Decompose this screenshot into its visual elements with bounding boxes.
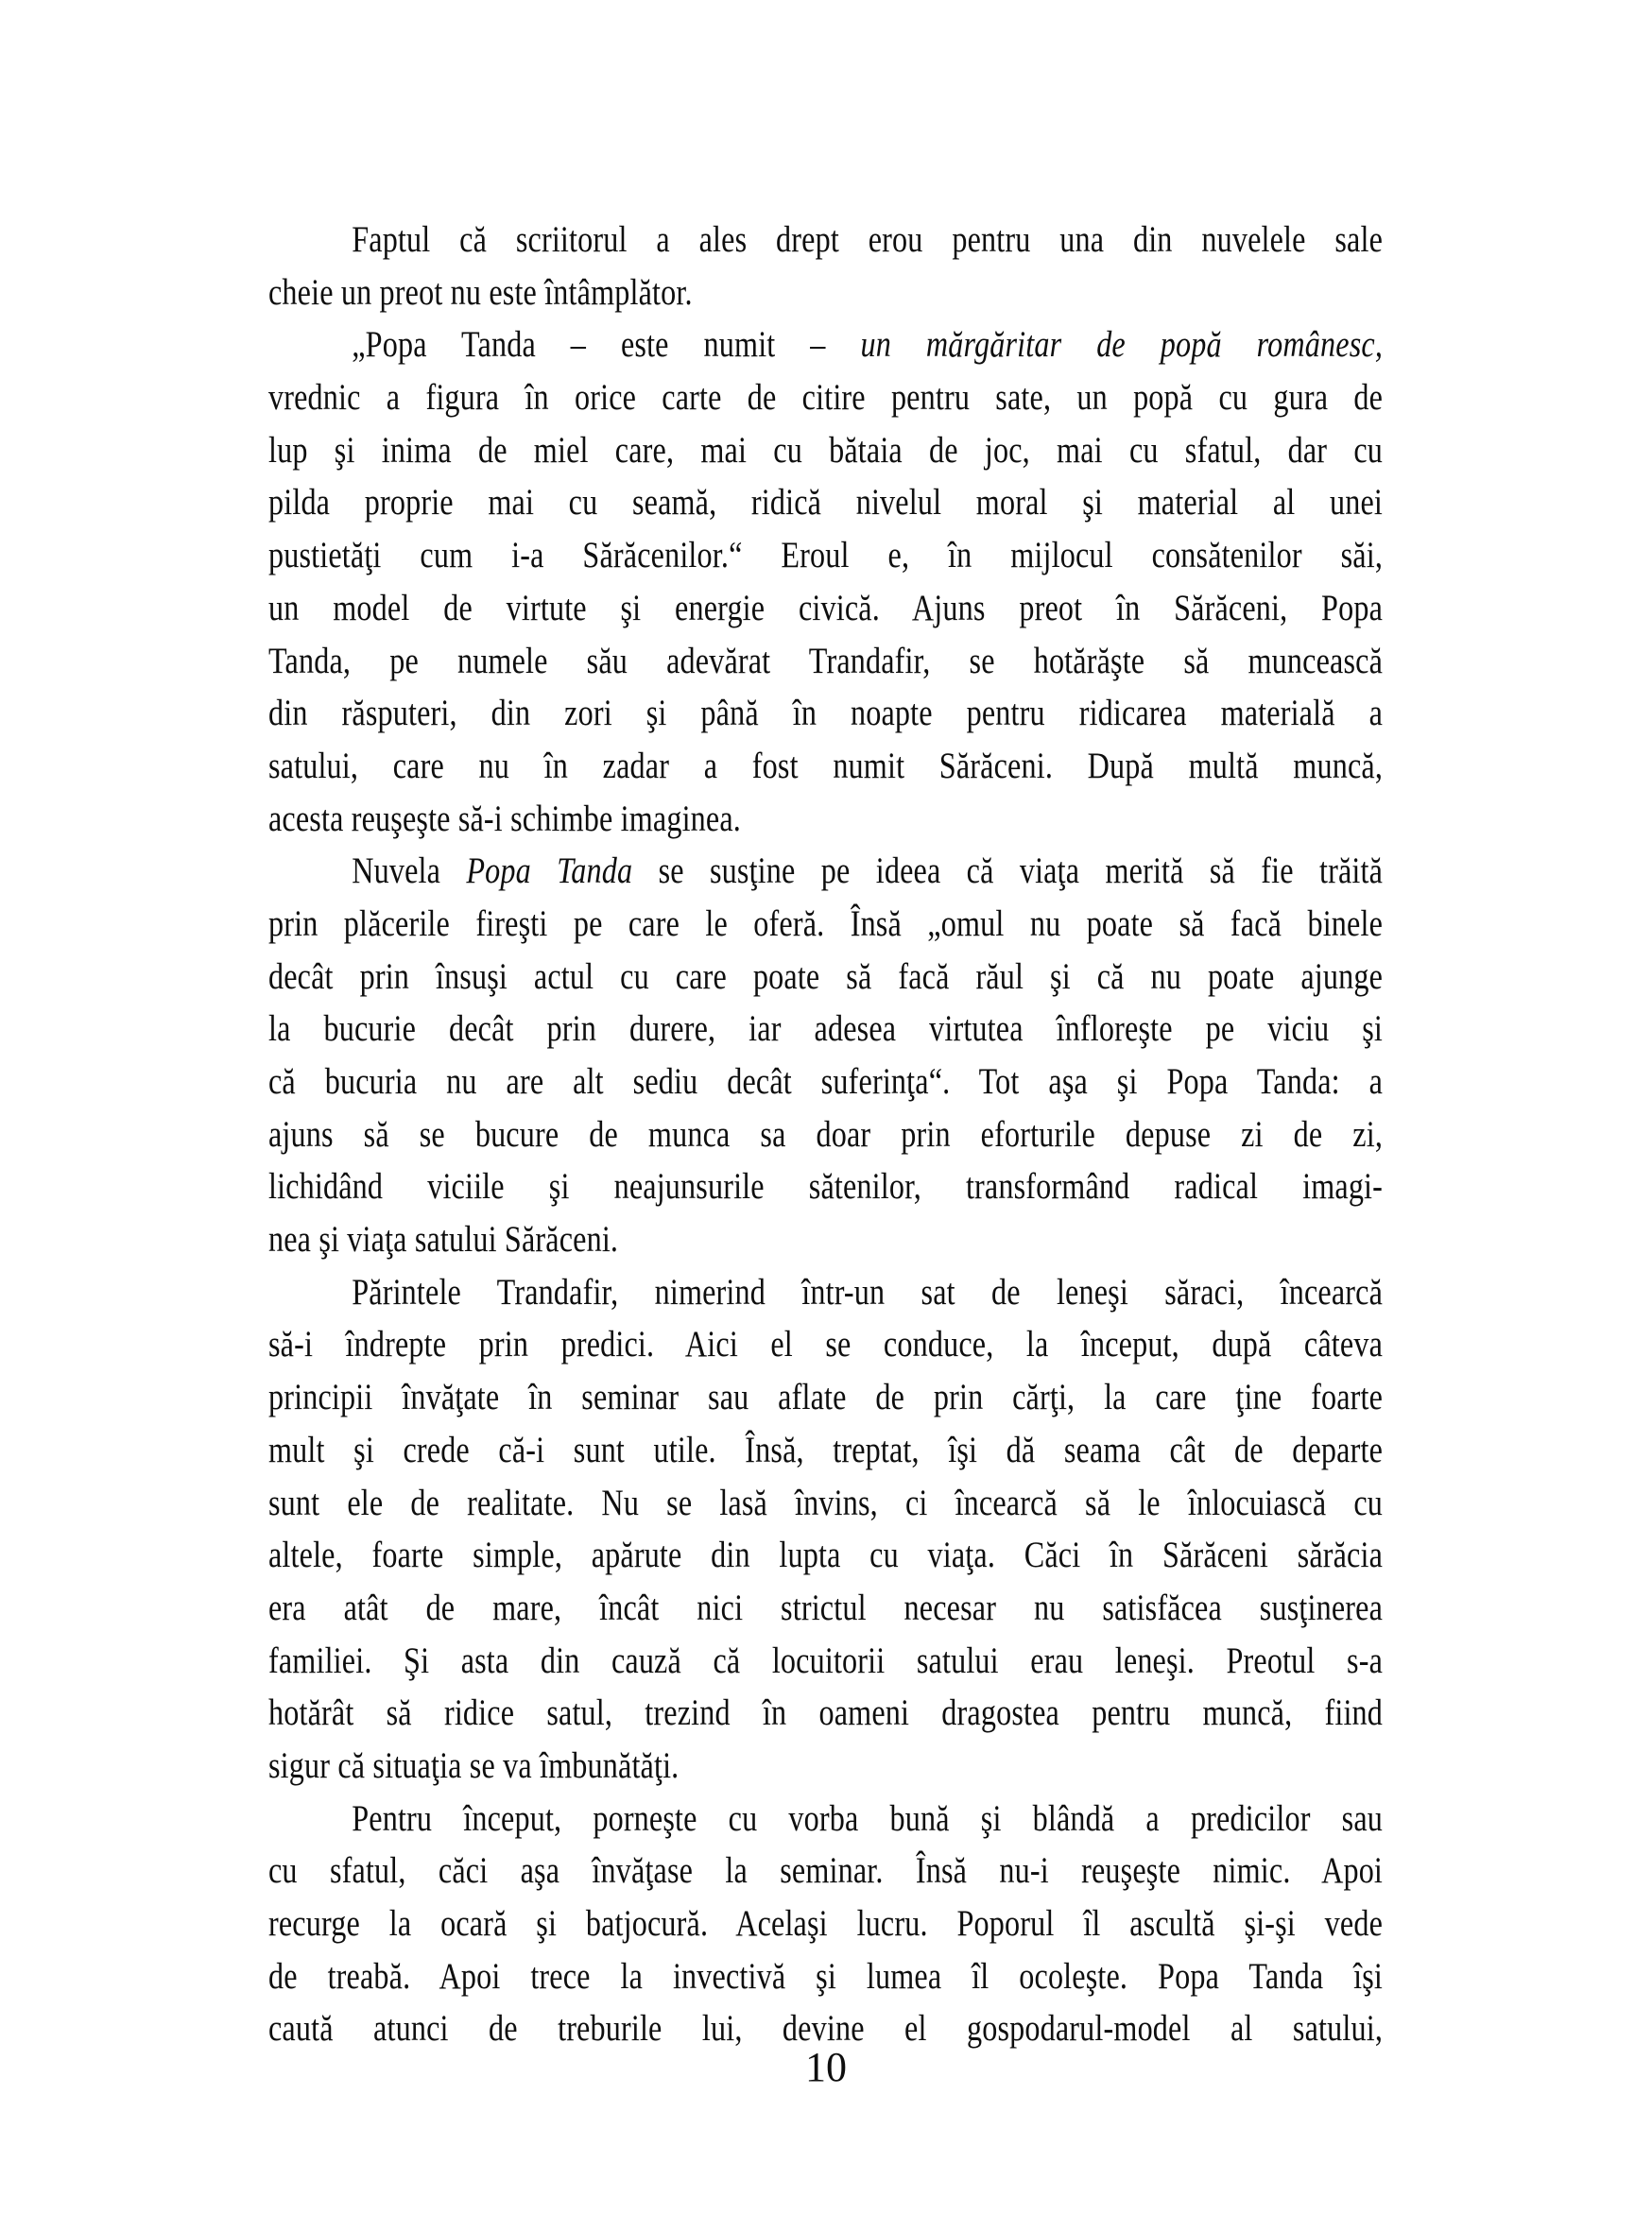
- text-line: [268, 1687, 1383, 1740]
- text-line: [268, 845, 1383, 898]
- text-line: [268, 1897, 1383, 1950]
- text-segment: prin plăcerile fireşti pe care le oferă. Însă „omul nu poate să facă binele: [268, 902, 1384, 944]
- text-segment: principii învăţate în seminar sau aflate de prin cărţi, la care ţine foarte: [268, 1377, 1384, 1418]
- text-line: [268, 1477, 1383, 1530]
- text-line: [268, 635, 1383, 688]
- text-line: [268, 1213, 1383, 1266]
- text-segment: altele, foarte simple, apărute din lupta cu viaţa. Căci în Sărăceni sărăcia: [268, 1535, 1384, 1576]
- text-segment: pustietăţi cum i-a Sărăcenilor.“ Eroul e, în mijlocul consătenilor săi,: [268, 535, 1384, 576]
- text-segment: satului, care nu în zadar a fost numit Sărăceni. După multă muncă,: [268, 745, 1384, 786]
- text-line: [268, 1635, 1383, 1688]
- text-segment: lichidând viciile şi neajunsurile sătenilor, transformând radical imagi-: [268, 1166, 1384, 1208]
- text-line: [268, 1318, 1383, 1371]
- text-segment: lup şi inima de miel care, mai cu bătaia de joc, mai cu sfatul, dar cu: [268, 429, 1384, 471]
- text-segment: că bucuria nu are alt sediu decât suferinţa“. Tot aşa şi Popa Tanda: a: [268, 1061, 1384, 1102]
- text-segment: familiei. Şi asta din cauză că locuitorii satului erau leneşi. Preotul s-a: [268, 1640, 1384, 1681]
- text-segment: „Popa Tanda – este numit –: [352, 324, 861, 366]
- text-line: [268, 898, 1383, 951]
- text-segment: cu sfatul, căci aşa învăţase la seminar. Însă nu-i reuşeşte nimic. Apoi: [268, 1850, 1384, 1892]
- text-block: [268, 214, 1383, 2055]
- text-line: [268, 582, 1383, 635]
- text-line: [268, 1160, 1383, 1213]
- text-segment: recurge la ocară şi batjocură. Acelaşi lucru. Poporul îl ascultă şi-şi vede: [268, 1903, 1384, 1944]
- text-line: [268, 424, 1383, 477]
- text-segment: Părintele Trandafir, nimerind într-un sat de leneşi săraci, încearcă: [352, 1271, 1384, 1313]
- text-segment: Pentru început, porneşte cu vorba bună şi blândă a predicilor sau: [352, 1797, 1384, 1839]
- text-line: [268, 318, 1383, 371]
- text-segment: mult şi crede că-i sunt utile. Însă, treptat, îşi dă seama cât de departe: [268, 1429, 1384, 1470]
- text-line: [268, 1056, 1383, 1108]
- text-segment: acesta reuşeşte să-i schimbe imaginea.: [268, 798, 742, 839]
- text-line: [268, 371, 1383, 424]
- text-line: [268, 1950, 1383, 2003]
- text-line: [268, 793, 1383, 846]
- text-segment: se susţine pe ideea că viaţa merită să fie trăită: [632, 850, 1384, 892]
- text-segment: caută atunci de treburile lui, devine el gospodarul-model al satului,: [268, 2008, 1384, 2050]
- text-segment: ajuns să se bucure de munca sa doar prin eforturile depuse zi de zi,: [268, 1113, 1384, 1155]
- text-line: [268, 1793, 1383, 1846]
- text-segment: Tanda, pe numele său adevărat Trandafir, se hotărăşte să muncească: [268, 640, 1384, 681]
- text-segment: pilda proprie mai cu seamă, ridică nivelul moral şi material al unei: [268, 482, 1384, 524]
- text-segment: sunt ele de realitate. Nu se lasă învins, ci încearcă să le înlocuiască cu: [268, 1482, 1384, 1523]
- text-line: [268, 1108, 1383, 1161]
- text-segment: Nuvela: [352, 850, 467, 892]
- text-segment: din răsputeri, din zori şi până în noapte pentru ridicarea materială a: [268, 693, 1384, 734]
- text-line: [268, 214, 1383, 266]
- text-segment: cheie un preot nu este întâmplător.: [268, 271, 693, 313]
- text-line: [268, 951, 1383, 1004]
- text-segment: decât prin însuşi actul cu care poate să facă răul şi că nu poate ajunge: [268, 955, 1384, 997]
- text-line: [268, 1582, 1383, 1635]
- page-number: 10: [805, 2044, 847, 2090]
- text-line: [268, 1740, 1383, 1793]
- text-line: [268, 740, 1383, 793]
- text-segment: la bucurie decât prin durere, iar adesea virtutea înfloreşte pe viciu şi: [268, 1008, 1384, 1050]
- text-segment: să-i îndrepte prin predici. Aici el se conduce, la început, după câteva: [268, 1324, 1384, 1365]
- text-segment: de treabă. Apoi trece la invectivă şi lumea îl ocoleşte. Popa Tanda îşi: [268, 1955, 1384, 1997]
- text-segment: sigur că situaţia se va îmbunătăţi.: [268, 1744, 680, 1786]
- text-segment: vrednic a figura în orice carte de citire pentru sate, un popă cu gura de: [268, 377, 1384, 419]
- italic-text-segment: Popa Tanda: [466, 850, 633, 892]
- text-line: [268, 529, 1383, 582]
- text-line: [268, 1424, 1383, 1477]
- text-line: [268, 687, 1383, 740]
- text-line: [268, 476, 1383, 529]
- text-line: [268, 266, 1383, 319]
- text-segment: era atât de mare, încât nici strictul necesar nu satisfăcea susţinerea: [268, 1587, 1384, 1628]
- text-line: [268, 1371, 1383, 1424]
- text-line: [268, 1529, 1383, 1582]
- text-segment: hotărât să ridice satul, trezind în oameni dragostea pentru muncă, fiind: [268, 1692, 1384, 1734]
- text-segment: un model de virtute şi energie civică. Ajuns preot în Sărăceni, Popa: [268, 587, 1384, 628]
- text-segment: nea şi viaţa satului Sărăceni.: [268, 1219, 619, 1261]
- text-line: [268, 1845, 1383, 1897]
- text-line: [268, 1003, 1383, 1056]
- text-line: [268, 1266, 1383, 1319]
- text-segment: Faptul că scriitorul a ales drept erou pentru una din nuvelele sale: [352, 219, 1384, 260]
- italic-text-segment: un mărgăritar de popă românesc,: [860, 324, 1384, 366]
